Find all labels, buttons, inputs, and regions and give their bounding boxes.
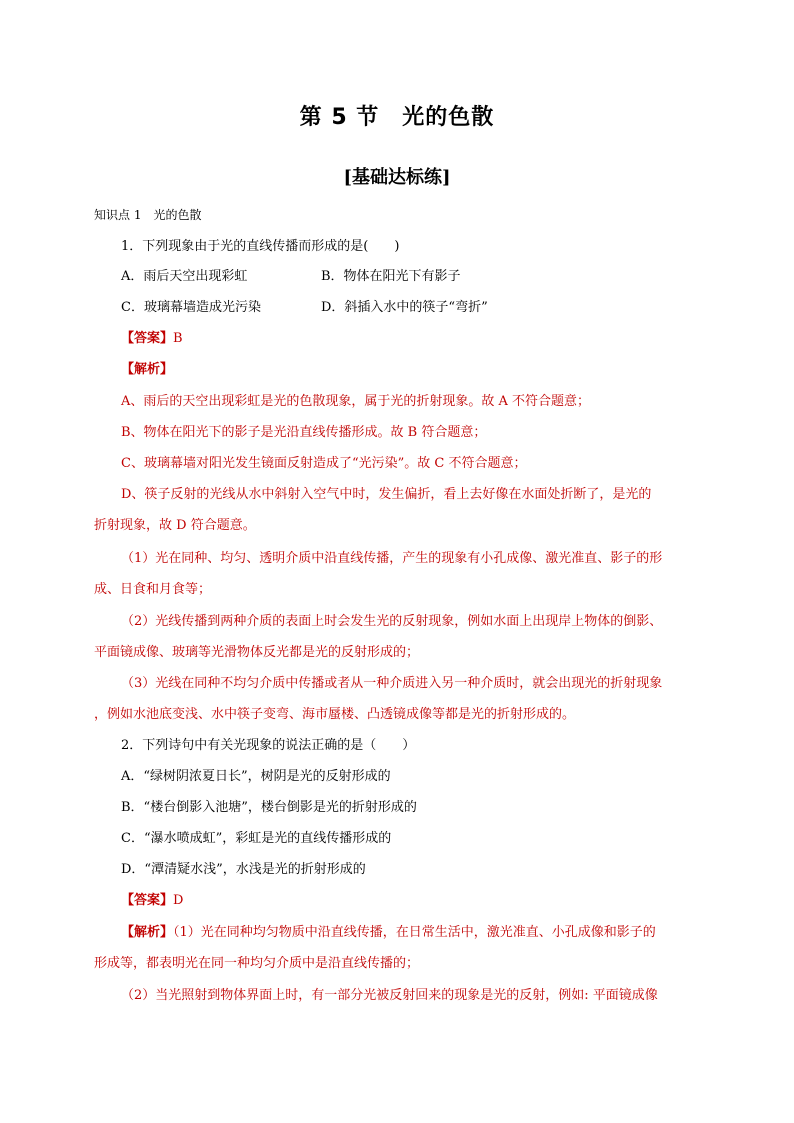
q1-option-c: C．玻璃幕墙造成光污染 <box>121 300 261 315</box>
q2-stem: 2．下列诗句中有关光现象的说法正确的是（ ） <box>121 738 416 753</box>
q2-analysis-line: （2）当光照射到物体界面上时，有一部分光被反射回来的现象是光的反射，例如: 平面镜成像 <box>121 988 658 1003</box>
q1-stem: 1．下列现象由于光的直线传播而形成的是( ) <box>121 239 400 254</box>
knowledge-point-heading: 知识点 1 光的色散 <box>94 208 202 222</box>
q2-option-b: B．“楼台倒影入池塘”，楼台倒影是光的折射形成的 <box>121 800 417 815</box>
q1-note-line: ，例如水池底变浅、水中筷子变弯、海市蜃楼、凸透镜成像等都是光的折射形成的。 <box>94 707 576 722</box>
q1-analysis-line: A、雨后的天空出现彩虹是光的色散现象，属于光的折射现象。故 A 不符合题意； <box>121 394 591 409</box>
q1-answer-value: B <box>173 331 183 346</box>
q1-analysis-line: C、玻璃幕墙对阳光发生镜面反射造成了“光污染”。故 C 不符合题意； <box>121 456 527 471</box>
q2-option-d: D．“潭清疑水浅”，水浅是光的折射形成的 <box>121 862 366 877</box>
q2-option-c: C．“瀑水喷成虹”，彩虹是光的直线传播形成的 <box>121 831 392 846</box>
q1-note-line: （2）光线传播到两种介质的表面上时会发生光的反射现象，例如水面上出现岸上物体的倒影、 <box>121 614 663 629</box>
q2-option-a: A．“绿树阴浓夏日长”，树阴是光的反射形成的 <box>121 769 391 784</box>
q1-option-a: A．雨后天空出现彩虹 <box>121 269 248 284</box>
q2-answer-label: 【答案】 <box>121 893 174 908</box>
q2-analysis-line: 形成等，都表明光在同一种均匀介质中是沿直线传播的； <box>94 956 420 971</box>
q1-options-row-2 <box>121 299 488 317</box>
section-subtitle: [基础达标练] <box>343 167 451 188</box>
q2-answer-value: D <box>173 893 184 908</box>
q1-analysis-line: B、物体在阳光下的影子是光沿直线传播形成。故 B 符合题意； <box>121 425 487 440</box>
q2-analysis-line: （1）光在同种均匀物质中沿直线传播，在日常生活中，激光准直、小孔成像和影子的 <box>173 925 656 940</box>
q1-options-row-1 <box>121 268 461 286</box>
q2-analysis-label: 【解析】 <box>121 925 174 940</box>
q1-answer-label: 【答案】 <box>121 331 174 346</box>
q1-analysis-line: 折射现象，故 D 符合题意。 <box>94 518 256 533</box>
q1-option-b: B．物体在阳光下有影子 <box>321 269 461 284</box>
q1-note-line: 成、日食和月食等； <box>94 582 212 597</box>
q1-analysis-label: 【解析】 <box>121 362 174 377</box>
q1-note-line: （3）光线在同种不均匀介质中传播或者从一种介质进入另一种介质时，就会出现光的折射现象 <box>121 676 663 691</box>
page-title: 第 5 节 光的色散 <box>299 105 495 130</box>
q2-analysis-first <box>121 924 656 942</box>
q1-note-line: （1）光在同种、均匀、透明介质中沿直线传播，产生的现象有小孔成像、激光准直、影子的形 <box>121 551 663 566</box>
q1-answer <box>121 330 183 348</box>
q1-note-line: 平面镜成像、玻璃等光滑物体反光都是光的反射形成的； <box>94 645 420 660</box>
q1-analysis-line: D、筷子反射的光线从水中斜射入空气中时，发生偏折，看上去好像在水面处折断了，是光的 <box>121 487 652 502</box>
q2-answer <box>121 892 183 910</box>
q1-option-d: D．斜插入水中的筷子“弯折” <box>321 300 488 315</box>
